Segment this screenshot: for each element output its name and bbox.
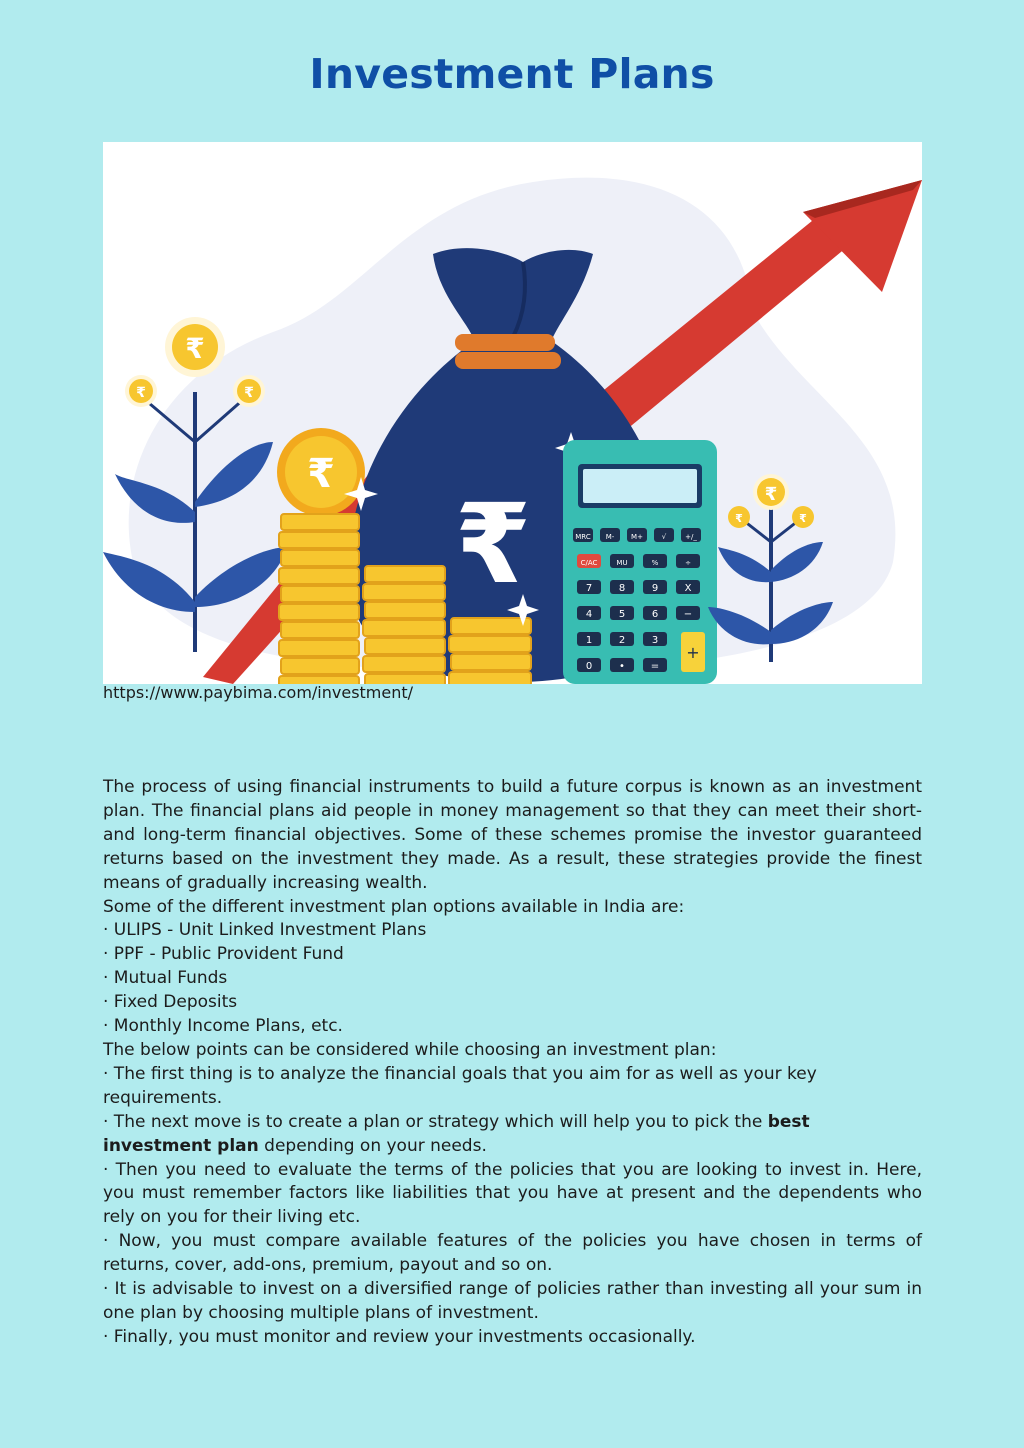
point-diversify: · It is advisable to invest on a diversified range of policies rather than investing all your sum in one plan by choosing multiple plans of investment. [103, 1279, 922, 1323]
calculator-key-label: 7 [585, 583, 593, 594]
svg-text:₹: ₹ [735, 512, 743, 525]
calculator-key-label: M- [605, 533, 615, 541]
calculator-key-label: 5 [618, 609, 626, 620]
point-analyze-goals: · The first thing is to analyze the financial goals that you aim for as well as your key requirements. [103, 1063, 817, 1108]
svg-text:₹: ₹ [136, 385, 146, 401]
calculator-key-label: 6 [651, 609, 659, 620]
svg-text:₹: ₹ [799, 512, 807, 525]
point-monitor: · Finally, you must monitor and review your investments occasionally. [103, 1326, 696, 1347]
investment-illustration [103, 142, 922, 684]
best-investment-plan-keyword: best investment plan [103, 1111, 810, 1156]
calculator-key-label: % [651, 559, 659, 567]
option-item-monthly-income: · Monthly Income Plans, etc. [103, 1016, 343, 1037]
svg-text:₹: ₹ [185, 332, 205, 365]
calculator-key-label: MRC [575, 533, 591, 541]
calculator-key-label: = [650, 661, 660, 672]
calculator-key-label: X [684, 583, 692, 594]
calculator-key-label: M+ [631, 533, 643, 541]
point-create-plan [103, 1111, 922, 1159]
calculator-key-label: 0 [585, 661, 593, 672]
points-heading: The below points can be considered while choosing an investment plan: [103, 1039, 717, 1060]
calculator-key-label: 4 [585, 609, 593, 620]
option-item-mutual-funds: · Mutual Funds [103, 968, 228, 989]
article-body [103, 776, 922, 1350]
svg-text:₹: ₹ [244, 385, 254, 401]
intro-paragraph: The process of using financial instruments to build a future corpus is known as an investment plan. The financial plans aid people in money management so that they can meet their short- and long-term financial objectives. Some of these schemes promise the investor guaranteed returns based on the investment they made. As a result, these strategies provide the finest means of gradually increasing wealth. [103, 777, 922, 893]
page-title: Investment Plans [309, 50, 715, 98]
option-item-fixed-deposits: · Fixed Deposits [103, 992, 238, 1013]
source-url: https://www.paybima.com/investment/ [103, 683, 414, 702]
rupee-coin-icon [277, 428, 365, 516]
point-create-plan-text: · The next move is to create a plan or strategy which will help you to pick the [103, 1111, 768, 1132]
svg-text:₹: ₹ [764, 484, 778, 505]
calculator-key-label: 9 [651, 583, 659, 594]
option-item-ppf: · PPF - Public Provident Fund [103, 944, 344, 965]
calculator-key-label: 8 [618, 583, 626, 594]
options-heading: Some of the different investment plan options available in India are: [103, 896, 685, 917]
calculator-key-label: +/_ [685, 533, 697, 541]
calculator-key-label: 1 [585, 635, 593, 646]
point-evaluate-terms: · Then you need to evaluate the terms of the policies that you are looking to invest in. Here, you must remember factors like liabilities that you have at present and the dependents who rely on you for their living etc. [103, 1159, 922, 1228]
calculator-key-label: 3 [651, 635, 659, 646]
svg-text:₹: ₹ [307, 451, 335, 497]
calculator-icon [563, 440, 717, 684]
calculator-key-label: C/AC [580, 559, 598, 567]
bag-rupee-symbol: ₹ [454, 480, 532, 608]
point-compare-features: · Now, you must compare available features of the policies you have chosen in terms of returns, cover, add-ons, premium, payout and so on. [103, 1231, 922, 1276]
calculator-key-label: − [683, 609, 693, 620]
calculator-key-label: ÷ [685, 559, 691, 567]
point-create-plan-text-end: depending on your needs. [258, 1135, 487, 1156]
calculator-key-label: MU [616, 559, 628, 567]
option-item-ulips: · ULIPS - Unit Linked Investment Plans [103, 920, 427, 941]
calculator-plus-key-label: + [686, 643, 700, 662]
calculator-key-label: • [619, 661, 625, 672]
calculator-key-label: 2 [618, 635, 626, 646]
calculator-key-label: √ [661, 533, 667, 541]
